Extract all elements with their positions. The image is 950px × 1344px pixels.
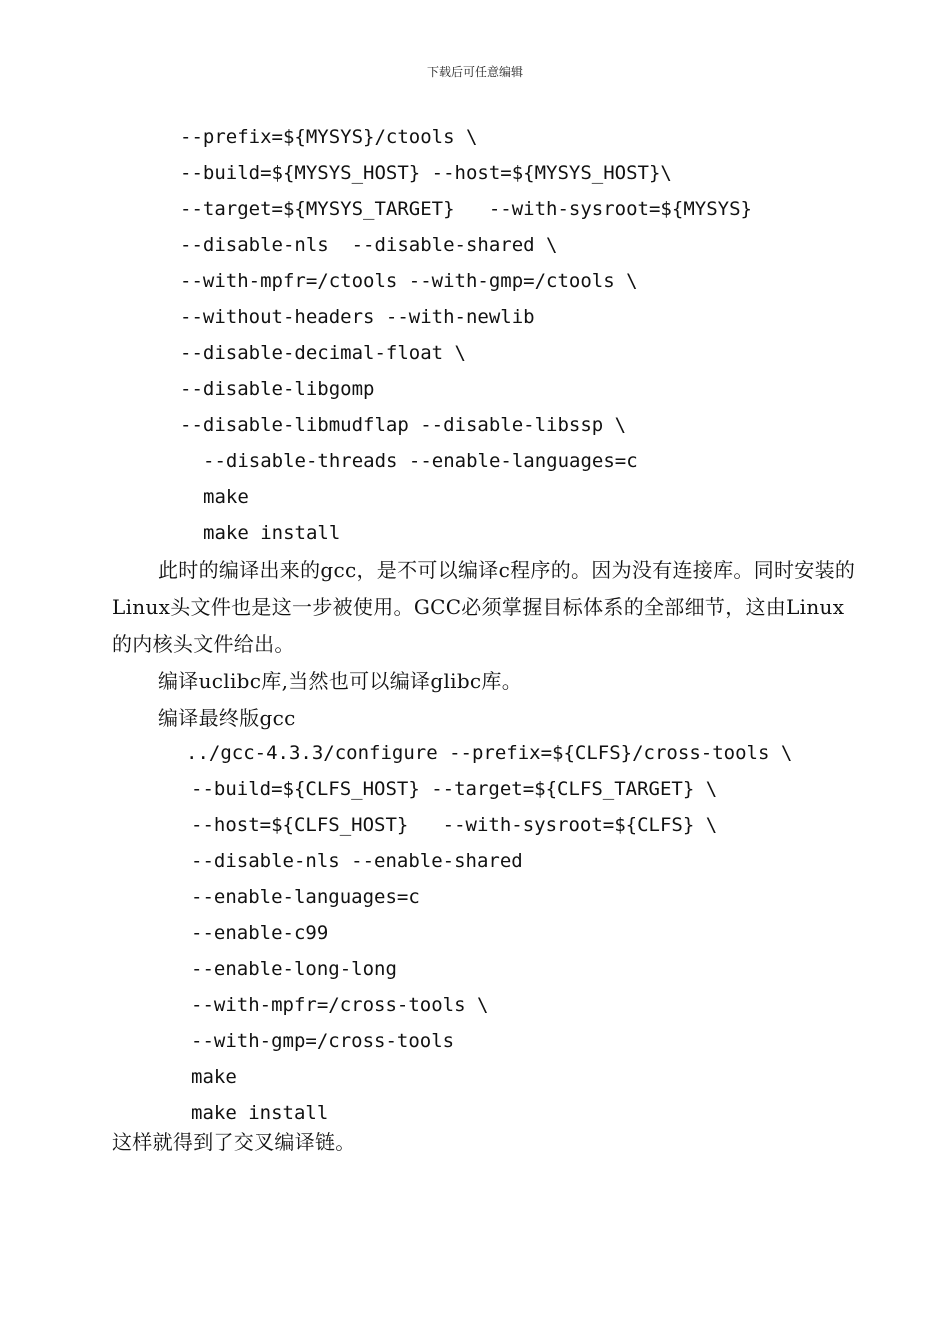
code-line: --with-mpfr=/cross-tools \	[191, 994, 489, 1016]
code-line: --disable-libmudflap --disable-libssp \	[180, 414, 627, 436]
closing-text	[0, 1124, 950, 1161]
explanation-text	[0, 552, 950, 737]
code-line: --disable-threads --enable-languages=c	[203, 450, 638, 472]
code-line: --disable-libgomp	[180, 378, 375, 400]
gcc-initial-configure-code	[0, 119, 950, 551]
code-line: --with-mpfr=/ctools --with-gmp=/ctools \	[180, 270, 638, 292]
code-line: ../gcc-4.3.3/configure --prefix=${CLFS}/cross-tools \	[186, 742, 793, 764]
code-line: make	[203, 486, 249, 508]
paragraph: 此时的编译出来的gcc，是不可以编译c程序的。因为没有连接库。同时安装的Linux头文件也是这一步被使用。GCC必须掌握目标体系的全部细节，这由Linux的内核头文件给出。	[112, 558, 856, 656]
code-line: make install	[203, 522, 341, 544]
code-line: --with-gmp=/cross-tools	[191, 1030, 455, 1052]
gcc-final-configure-code	[0, 735, 950, 1131]
code-line: --build=${CLFS_HOST} --target=${CLFS_TARGET} \	[191, 778, 718, 800]
paragraph: 编译最终版gcc	[158, 706, 296, 730]
code-line: make	[191, 1066, 237, 1088]
closing-paragraph: 这样就得到了交叉编译链。	[112, 1130, 356, 1154]
code-line: --enable-c99	[191, 922, 329, 944]
code-line: --prefix=${MYSYS}/ctools \	[180, 126, 478, 148]
code-line: --host=${CLFS_HOST} --with-sysroot=${CLFS} \	[191, 814, 718, 836]
code-line: --disable-decimal-float \	[180, 342, 466, 364]
code-line: --build=${MYSYS_HOST} --host=${MYSYS_HOST}\	[180, 162, 672, 184]
code-line: --disable-nls --enable-shared	[191, 850, 523, 872]
paragraph: 编译uclibc库,当然也可以编译glibc库。	[158, 669, 523, 693]
code-line: --disable-nls --disable-shared \	[180, 234, 558, 256]
code-line: --enable-long-long	[191, 958, 397, 980]
code-line: make install	[191, 1102, 329, 1124]
page-header: 下载后可任意编辑	[426, 65, 523, 79]
code-line: --target=${MYSYS_TARGET} --with-sysroot=${MYSYS}	[180, 198, 752, 220]
code-line: --enable-languages=c	[191, 886, 420, 908]
code-line: --without-headers --with-newlib	[180, 306, 535, 328]
